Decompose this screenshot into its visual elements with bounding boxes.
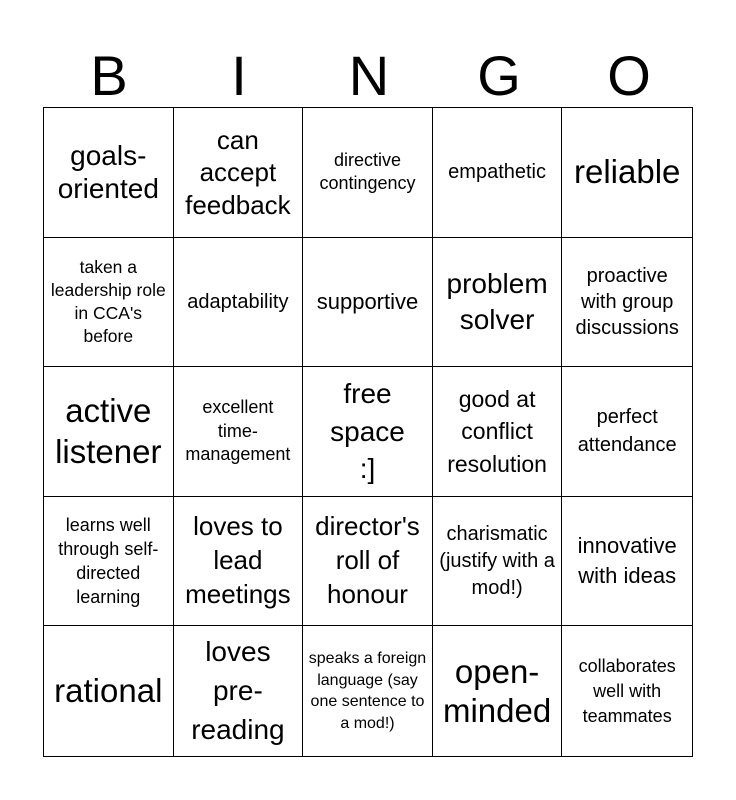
cell-text: learns well through self-directed learning [58, 514, 159, 608]
bingo-cell[interactable] [44, 367, 174, 497]
header-letter-b: B [90, 44, 128, 107]
cell-text: innovative with ideas [577, 533, 677, 589]
bingo-grid [43, 107, 693, 757]
cell-text: collaborates well with teammates [578, 655, 676, 726]
cell-text: proactive with group discussions [575, 264, 679, 339]
cell-text: free space :] [330, 377, 405, 485]
bingo-cell[interactable] [174, 367, 304, 497]
cell-text: open-minded [442, 652, 552, 730]
bingo-cell[interactable] [562, 626, 692, 756]
bingo-cell[interactable] [562, 367, 692, 497]
header-letter-n: N [348, 44, 390, 107]
bingo-header [44, 44, 694, 108]
header-letter-g: G [477, 44, 521, 107]
cell-text: taken a leadership role in CCA's before [50, 256, 166, 346]
cell-text: director's roll of honour [315, 511, 420, 609]
cell-text: perfect attendance [577, 406, 677, 457]
bingo-cell[interactable] [174, 238, 304, 368]
cell-text: excellent time-management [185, 397, 291, 465]
bingo-cell[interactable] [562, 108, 692, 238]
bingo-cell[interactable] [303, 626, 433, 756]
cell-text: reliable [573, 153, 681, 191]
bingo-cell[interactable] [303, 497, 433, 627]
cell-text: goals-oriented [57, 139, 159, 205]
bingo-cell[interactable] [44, 497, 174, 627]
bingo-cell[interactable] [562, 497, 692, 627]
bingo-cell[interactable] [303, 238, 433, 368]
cell-text: supportive [316, 288, 419, 314]
bingo-cell[interactable] [44, 108, 174, 238]
bingo-cell[interactable] [433, 626, 563, 756]
bingo-cell[interactable] [303, 108, 433, 238]
bingo-cell[interactable] [174, 497, 304, 627]
cell-text: adaptability [187, 290, 289, 313]
cell-text: directive contingency [319, 149, 416, 194]
cell-text: speaks a foreign language (say one sentence to a mod!) [308, 650, 427, 732]
bingo-cell[interactable] [433, 497, 563, 627]
bingo-cell[interactable] [433, 367, 563, 497]
cell-text: loves to lead meetings [185, 511, 291, 609]
cell-text: charismatic (justify with a mod!) [439, 522, 555, 599]
bingo-cell[interactable] [303, 367, 433, 497]
bingo-cell[interactable] [562, 238, 692, 368]
header-letter-o: O [607, 44, 651, 107]
bingo-cell[interactable] [44, 626, 174, 756]
bingo-cell[interactable] [433, 238, 563, 368]
cell-text: can accept feedback [185, 124, 291, 220]
bingo-cell[interactable] [433, 108, 563, 238]
bingo-cell[interactable] [174, 108, 304, 238]
cell-text: problem solver [446, 267, 548, 335]
cell-text: good at conflict resolution [447, 386, 547, 477]
cell-text: loves pre-reading [191, 636, 285, 745]
cell-text: rational [54, 672, 163, 710]
cell-text: empathetic [448, 161, 547, 184]
bingo-cell[interactable] [44, 238, 174, 368]
header-letter-i: I [231, 44, 247, 107]
cell-text: active listener [55, 392, 162, 471]
bingo-cell[interactable] [174, 626, 304, 756]
